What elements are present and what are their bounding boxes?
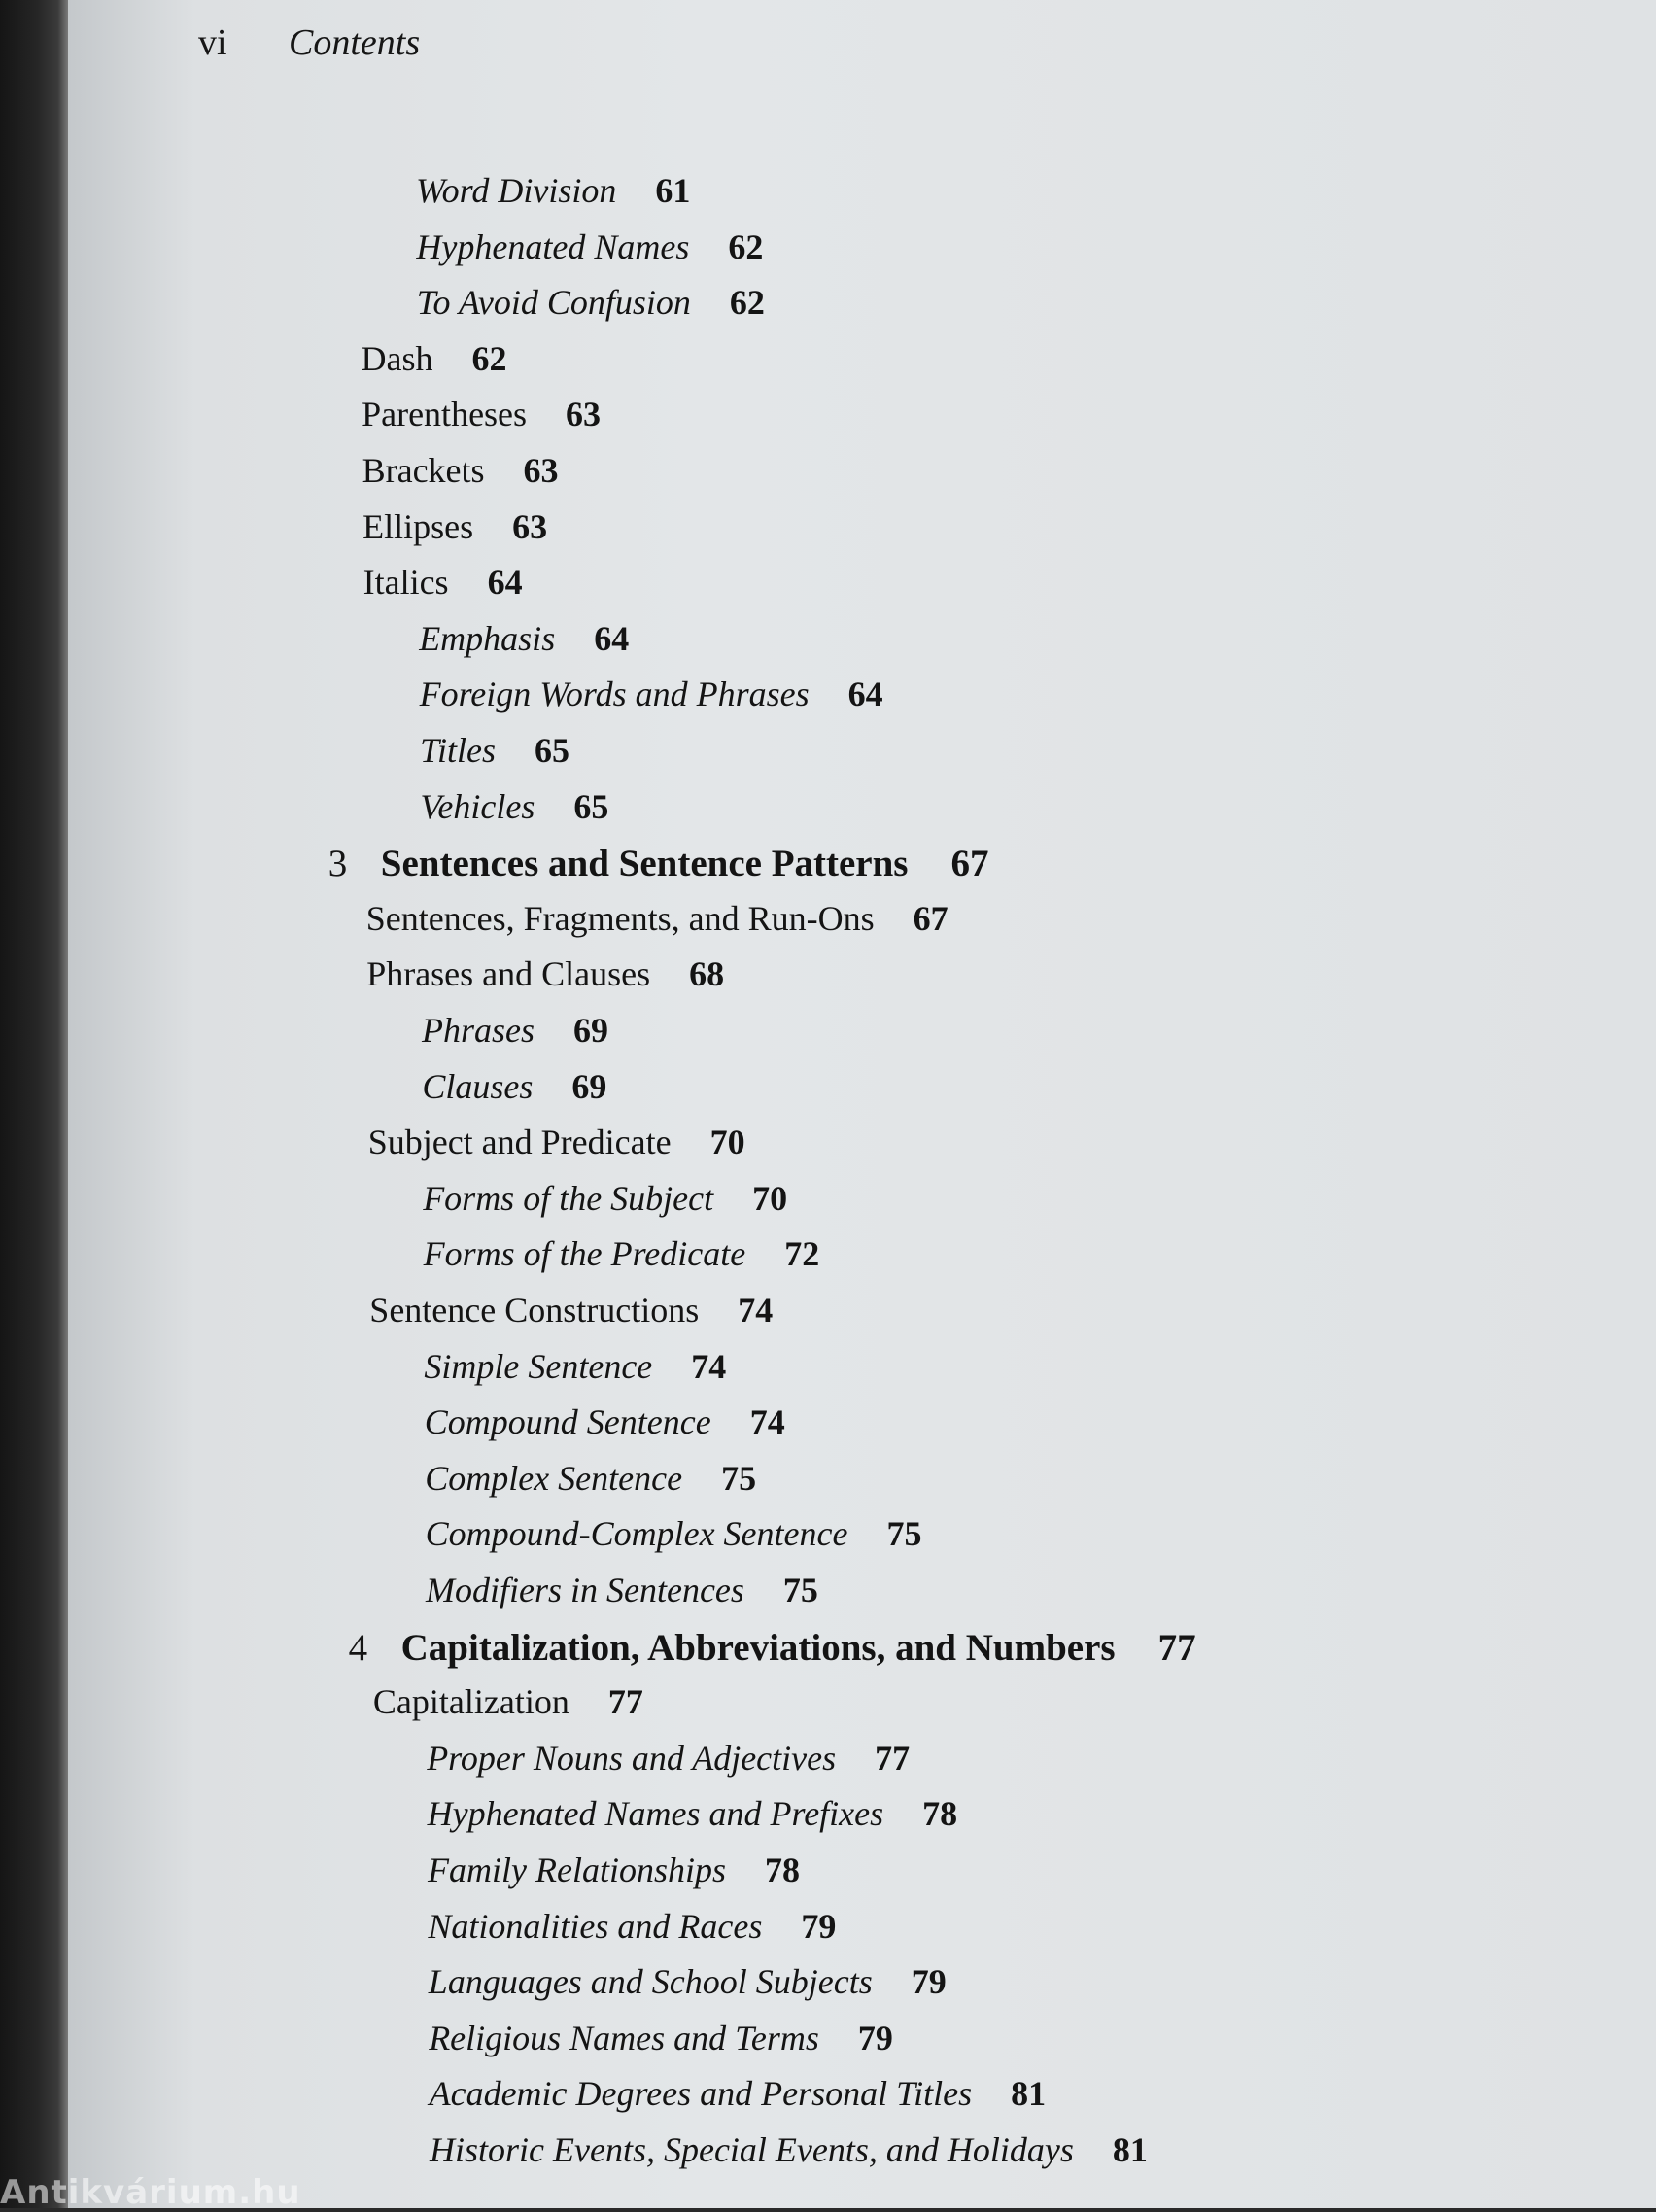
toc-page-number: 79	[801, 1906, 837, 1946]
toc-entry-label: Sentence Constructions	[369, 1291, 700, 1330]
toc-entry-label: Italics	[362, 563, 449, 603]
toc-section-entry	[362, 563, 523, 603]
toc-subsection-entry	[419, 674, 883, 714]
toc-entry-label: Vehicles	[420, 786, 535, 826]
toc-entry-label: Capitalization, Abbreviations, and Numbers	[400, 1626, 1116, 1669]
toc-subsection-entry	[416, 173, 690, 208]
watermark-logo: Antikvárium.hu	[0, 2173, 301, 2212]
toc-subsection-entry	[428, 1962, 947, 2002]
toc-entry-label: Complex Sentence	[425, 1458, 683, 1498]
toc-page-number: 74	[738, 1291, 774, 1330]
toc-section-entry	[361, 338, 507, 378]
toc-subsection-entry	[419, 618, 630, 658]
toc-subsection-entry	[427, 1794, 958, 1834]
toc-subsection-entry	[422, 1066, 607, 1106]
toc-entry-label: Phrases and Clauses	[366, 954, 651, 994]
toc-page-number: 79	[911, 1962, 947, 2002]
toc-subsection-entry	[425, 1458, 757, 1498]
toc-page-number: 78	[764, 1850, 800, 1889]
toc-subsection-entry	[427, 1738, 911, 1778]
toc-page-number: 63	[512, 506, 548, 546]
toc-page-number: 65	[535, 731, 570, 770]
page-number-roman: vi	[198, 22, 227, 63]
toc-entry-label: Foreign Words and Phrases	[419, 674, 810, 714]
toc-subsection-entry	[423, 1234, 820, 1274]
toc-entry-label: Sentences and Sentence Patterns	[380, 843, 909, 885]
toc-entry-label: Capitalization	[372, 1682, 569, 1722]
toc-page-number: 75	[721, 1458, 757, 1498]
toc-section-entry	[369, 1293, 773, 1328]
toc-entry-label: Family Relationships	[428, 1850, 726, 1889]
toc-page-number: 81	[1011, 2074, 1047, 2114]
toc-subsection-entry	[429, 2018, 893, 2057]
toc-entry-label: Word Division	[416, 171, 617, 210]
toc-page-number: 72	[784, 1234, 820, 1274]
toc-section-entry	[365, 898, 949, 938]
toc-page-number: 69	[573, 1011, 608, 1050]
toc-entry-label: Compound Sentence	[424, 1402, 711, 1442]
toc-entry-label: Hyphenated Names and Prefixes	[427, 1794, 884, 1834]
toc-chapter-entry	[328, 843, 989, 885]
toc-subsection-entry	[425, 1514, 922, 1554]
toc-page-number: 69	[571, 1066, 607, 1106]
toc-entry-label: Titles	[420, 731, 497, 770]
toc-page-number: 70	[709, 1123, 745, 1162]
toc-entry-label: Modifiers in Sentences	[426, 1571, 744, 1609]
toc-subsection-entry	[428, 1852, 800, 1887]
toc-subsection-entry	[424, 1402, 785, 1442]
toc-entry-label: Sentences, Fragments, and Run-Ons	[365, 898, 875, 938]
toc-subsection-entry	[428, 1906, 837, 1946]
toc-subsection-entry	[420, 786, 609, 826]
toc-chapter-number: 3	[328, 843, 348, 885]
toc-page-number: 65	[573, 786, 609, 826]
toc-subsection-entry	[426, 1573, 818, 1607]
toc-section-entry	[362, 453, 559, 488]
toc-section-entry	[366, 954, 725, 994]
toc-page-number: 78	[922, 1794, 958, 1834]
toc-chapter-entry	[348, 1626, 1196, 1669]
toc-subsection-entry	[416, 226, 764, 266]
toc-entry-label: Dash	[361, 338, 433, 378]
toc-entry-label: Forms of the Subject	[423, 1178, 714, 1218]
toc-page-number: 79	[857, 2018, 893, 2057]
toc-subsection-entry	[420, 733, 569, 768]
toc-page-number: 64	[487, 563, 523, 603]
toc-section-entry	[372, 1682, 643, 1722]
toc-page-number: 74	[691, 1346, 727, 1386]
toc-entry-label: Historic Events, Special Events, and Holidays	[430, 2130, 1074, 2169]
toc-page-number: 63	[566, 395, 602, 434]
toc-chapter-number: 4	[348, 1626, 368, 1669]
toc-page-number: 64	[847, 674, 883, 714]
toc-page-number: 62	[728, 226, 764, 266]
toc-entry-label: Brackets	[362, 451, 485, 490]
toc-entry-label: Nationalities and Races	[428, 1906, 763, 1946]
toc-entry-label: Hyphenated Names	[416, 226, 690, 266]
toc-page-number: 77	[607, 1682, 643, 1722]
running-header-title: Contents	[289, 22, 421, 63]
toc-section-entry	[362, 397, 601, 432]
toc-subsection-entry	[422, 1013, 608, 1048]
toc-page-number: 62	[471, 338, 507, 378]
toc-subsection-entry	[430, 2132, 1148, 2167]
toc-section-entry	[362, 506, 548, 546]
toc-page-number: 63	[523, 451, 559, 490]
toc-entry-label: Forms of the Predicate	[423, 1234, 746, 1274]
toc-page-number: 62	[729, 283, 765, 323]
toc-section-entry	[367, 1123, 745, 1162]
toc-page-number: 70	[752, 1178, 788, 1218]
toc-entry-label: Academic Degrees and Personal Titles	[429, 2074, 973, 2114]
toc-entry-label: Compound-Complex Sentence	[425, 1514, 848, 1554]
toc-page-number: 77	[1157, 1626, 1196, 1669]
toc-page-number: 61	[655, 171, 691, 210]
toc-entry-label: Proper Nouns and Adjectives	[427, 1738, 837, 1778]
toc-entry-label: Phrases	[422, 1011, 535, 1050]
toc-entry-label: To Avoid Confusion	[416, 283, 691, 323]
toc-entry-label: Simple Sentence	[424, 1346, 653, 1386]
toc-page-number: 64	[594, 618, 630, 658]
toc-entry-label: Languages and School Subjects	[428, 1962, 873, 2002]
toc-page-number: 77	[875, 1738, 911, 1778]
toc-page-number: 75	[782, 1571, 818, 1609]
toc-subsection-entry	[423, 1178, 788, 1218]
toc-entry-label: Religious Names and Terms	[429, 2018, 819, 2057]
toc-page-number: 75	[886, 1514, 922, 1554]
toc-subsection-entry	[429, 2074, 1047, 2114]
toc-page-number: 81	[1112, 2130, 1148, 2169]
toc-page-number: 67	[950, 843, 989, 885]
toc-entry-label: Emphasis	[419, 618, 556, 658]
toc-subsection-entry	[424, 1346, 727, 1386]
toc-page-number: 74	[749, 1402, 785, 1442]
toc-entry-label: Parentheses	[362, 395, 528, 434]
toc-entry-label: Subject and Predicate	[367, 1123, 672, 1162]
toc-entry-label: Ellipses	[362, 506, 474, 546]
toc-page-number: 68	[689, 954, 725, 994]
toc-entry-label: Clauses	[422, 1066, 534, 1106]
toc-page-number: 67	[913, 898, 949, 938]
toc-subsection-entry	[416, 283, 765, 323]
